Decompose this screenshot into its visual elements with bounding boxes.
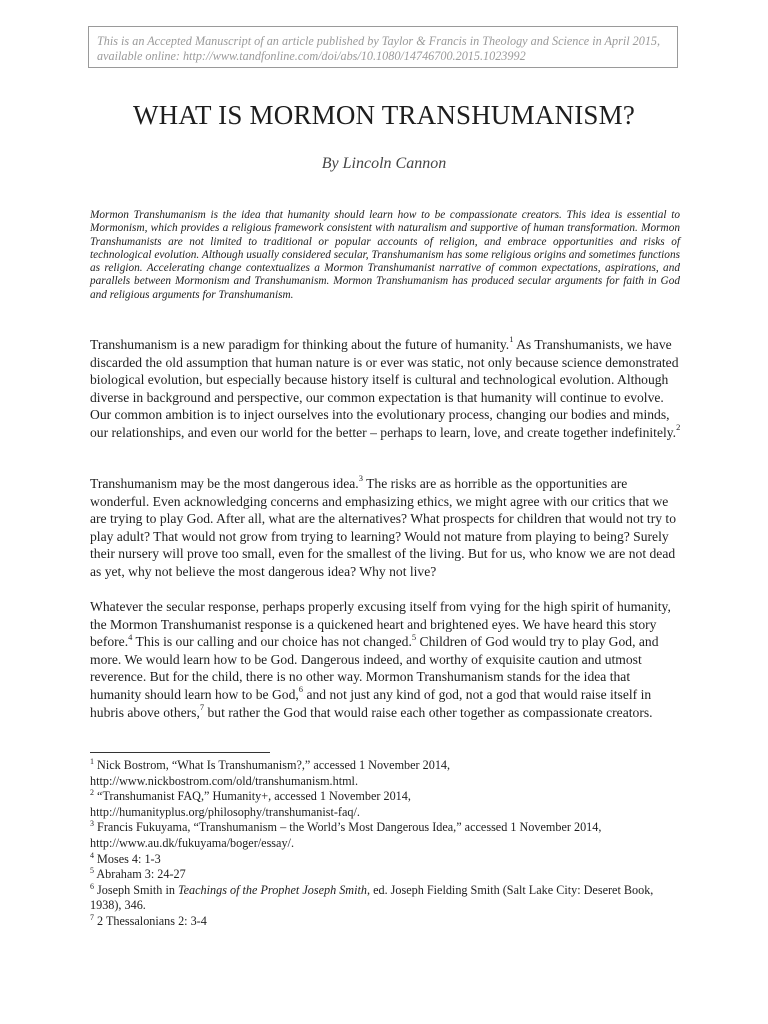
manuscript-notice-text: This is an Accepted Manuscript of an article published by Taylor & Francis in Theology and Science in April 2015, available online: http://www.tandfonline.com/doi/abs/10.1080/14746700.2015.1023992 bbox=[97, 34, 661, 63]
footnote-number: 4 bbox=[90, 850, 94, 860]
footnote-ref-1[interactable]: 1 bbox=[509, 334, 514, 345]
paragraph-text: Children of God would try to play God, and more. We would learn how to be God. Dangerous indeed, and worthy of exquisite caution and utmost reverence. But for the child, there is no other way. Mormon Transhumanism stands for the idea that humanity should learn how to be God, bbox=[90, 634, 659, 702]
footnotes-list bbox=[90, 758, 690, 930]
paragraph-text: The risks are as horrible as the opportunities are wonderful. Even acknowledging concerns and emphasizing ethics, we might agree with our critics that we are trying to play God. After all, what are the alternatives? What prospects for children that would not try to play adult? That would not grow from trying to learning? Would not mature from playing to being? Surely their nursery will prove too small, even for the smallest of the living. But for us, who know we are not dead as yet, why not believe the most dangerous idea? Why not live? bbox=[90, 476, 676, 579]
footnote-ref-4[interactable]: 4 bbox=[128, 631, 133, 642]
footnote-url[interactable]: http://www.nickbostrom.com/old/transhumanism.html. bbox=[90, 773, 358, 788]
footnote-3 bbox=[90, 820, 690, 851]
article-title: WHAT IS MORMON TRANSHUMANISM? bbox=[132, 100, 636, 130]
paragraph-text: Transhumanism may be the most dangerous idea. bbox=[90, 476, 359, 491]
footnote-4 bbox=[90, 852, 690, 868]
footnote-text: “Transhumanist FAQ,” Humanity+, accessed 1 November 2014, bbox=[94, 789, 411, 804]
paragraph-text: Transhumanism is a new paradigm for thinking about the future of humanity. bbox=[90, 337, 510, 352]
footnote-url[interactable]: http://humanityplus.org/philosophy/transhumanist-faq/. bbox=[90, 804, 360, 819]
manuscript-notice-box bbox=[88, 26, 678, 68]
paragraph-text: This is our calling and our choice has not changed. bbox=[132, 634, 412, 650]
body-paragraph-1 bbox=[90, 336, 682, 442]
paragraph-text: and not just any kind of god, not a god that would raise itself in hubris above others, bbox=[90, 686, 652, 720]
footnote-6 bbox=[90, 883, 690, 914]
footnote-number: 7 bbox=[90, 912, 94, 922]
footnote-number: 1 bbox=[90, 756, 94, 766]
footnote-number: 6 bbox=[90, 881, 94, 891]
footnote-text: 2 Thessalonians 2: 3-4 bbox=[94, 913, 207, 928]
paragraph-text: but rather the God that would raise each other together as compassionate creators. bbox=[204, 704, 653, 720]
footnote-text: Joseph Smith in bbox=[94, 882, 178, 897]
footnote-number: 2 bbox=[90, 788, 94, 798]
footnote-2 bbox=[90, 789, 690, 820]
footnote-text: , ed. Joseph Fielding Smith (Salt Lake City: Deseret Book, bbox=[366, 882, 654, 897]
footnote-text: Moses 4: 1-3 bbox=[94, 851, 161, 866]
footnote-ref-2[interactable]: 2 bbox=[676, 422, 681, 433]
abstract: Mormon Transhumanism is the idea that humanity should learn how to be compassionate creators. This idea is essential to Mormonism, which provides a religious framework consistent with naturalism and supportive of human transformation. Mormon Transhumanists are not limited to traditional or popular accounts of religion, and embrace opportunities and risks of technological evolution. Although usually considered secular, Transhumanism has some religious origins and sometimes functions as religion. Accelerating change contextualizes a Mormon Transhumanist narrative of common expectations, aspirations, and parallels between Mormonism and Transhumanism. Mormon Transhumanism has produced secular arguments for faith in God and religious arguments for Transhumanism. bbox=[90, 209, 680, 301]
footnote-url[interactable]: http://www.au.dk/fukuyama/boger/essay/. bbox=[90, 835, 294, 850]
footnote-1 bbox=[90, 758, 690, 789]
footnote-number: 5 bbox=[90, 866, 94, 876]
footnote-ref-6[interactable]: 6 bbox=[298, 684, 304, 695]
paragraph-text: Whatever the secular response, perhaps properly excusing itself from vying for the high spirit of humanity, the Mormon Transhumanist response is a quickened heart and brightened eyes. We have heard this story before. bbox=[90, 599, 671, 650]
footnote-ref-3[interactable]: 3 bbox=[358, 473, 363, 484]
footnote-text: Abraham 3: 24-27 bbox=[94, 867, 186, 882]
footnote-ref-7[interactable]: 7 bbox=[199, 702, 205, 713]
body-paragraph-3 bbox=[90, 598, 682, 721]
footnote-separator bbox=[90, 752, 270, 753]
footnote-book-title: Teachings of the Prophet Joseph Smith bbox=[177, 882, 367, 897]
footnote-7 bbox=[90, 914, 690, 930]
footnote-text: Francis Fukuyama, “Transhumanism – the World’s Most Dangerous Idea,” accessed 1 November 2014, bbox=[94, 820, 602, 835]
body-paragraph-2 bbox=[90, 475, 682, 581]
author-byline: By Lincoln Cannon bbox=[321, 155, 447, 172]
footnote-number: 3 bbox=[90, 819, 94, 829]
footnote-ref-5[interactable]: 5 bbox=[411, 631, 417, 642]
footnote-text: Nick Bostrom, “What Is Transhumanism?,” accessed 1 November 2014, bbox=[94, 758, 451, 772]
footnote-text-continued: 1938), 346. bbox=[90, 898, 146, 913]
footnote-5 bbox=[90, 867, 690, 883]
paragraph-text: As Transhumanists, we have discarded the old assumption that human nature is or ever was static, not only because science demonstrated biological evolution, but especially because history itself is cultural and technological evolution. Although diverse in background and perspective, our common expectation is that humanity will continue to evolve. Our common ambition is to inject ourselves into the evolutionary process, changing our bodies and minds, our relationships, and even our world for the better – perhaps to learn, love, and create together indefinitely. bbox=[90, 337, 679, 440]
